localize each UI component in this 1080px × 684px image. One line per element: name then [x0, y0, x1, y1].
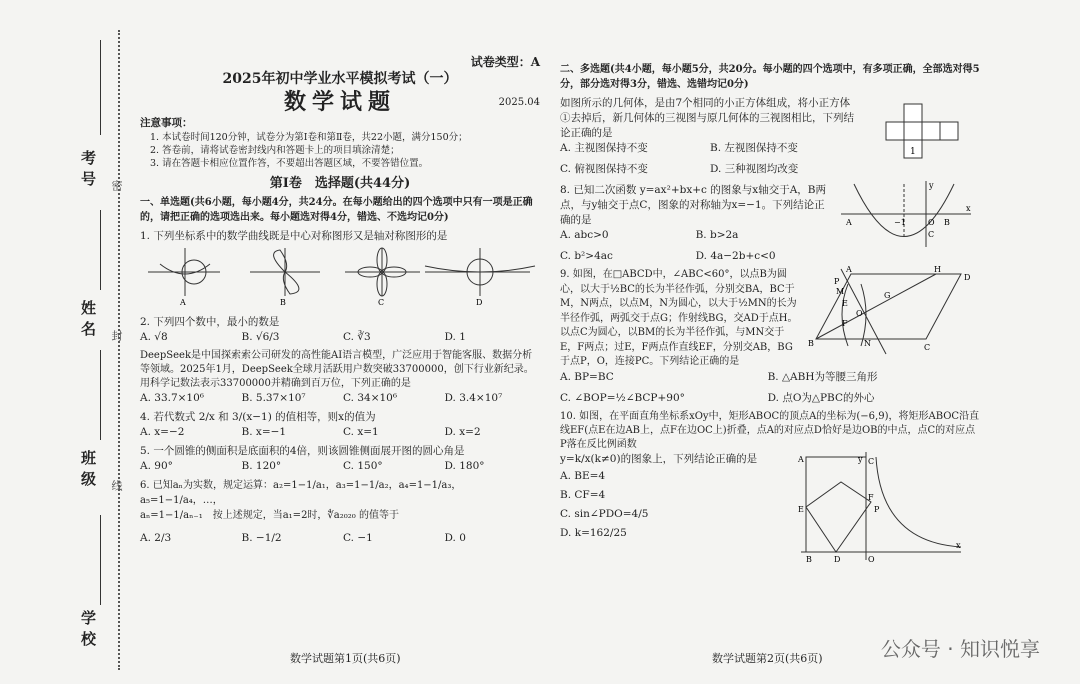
- q10-label-f: F: [868, 492, 874, 502]
- q9-label-b: B: [808, 339, 814, 348]
- option[interactable]: C. 150°: [343, 460, 383, 472]
- q10-label-c: C: [868, 456, 875, 466]
- notes-item-3: 3. 请在答题卡相应位置作答，不要超出答题区域，不要答错位置。: [150, 158, 429, 169]
- q8-label-o: O: [928, 218, 935, 227]
- q9-label-p: P: [834, 277, 840, 286]
- question-1-figures: [140, 244, 540, 306]
- option[interactable]: C. b²>4ac: [560, 250, 613, 262]
- part2-intro: 二、多选题(共4小题，每小题5分，共20分。每小题的四个选项中，有多项正确，全部选对得5分，部分选对得3分，错选、选错均记0分): [560, 64, 980, 90]
- question-2: 2. 下列四个数中，最小的数是: [140, 316, 280, 328]
- question-8: 8. 已知二次函数 y=ax²+bx+c 的图象与x轴交于A，B两点，与y轴交于点C，图象的对称轴为x=−1。下列结论正确的是: [560, 184, 826, 226]
- option[interactable]: C. 34×10⁶: [343, 392, 398, 404]
- class-line: [100, 350, 101, 440]
- q9-label-h: H: [934, 265, 941, 274]
- question-4-options: [140, 425, 540, 440]
- seal-mark-mi: 密: [110, 180, 123, 191]
- q10-label-d: D: [834, 554, 841, 562]
- option[interactable]: D. 1: [444, 331, 466, 343]
- seal-mark-feng: 封: [110, 330, 123, 341]
- option[interactable]: C. x=1: [343, 426, 379, 438]
- q10-label-x: x: [956, 540, 961, 550]
- question-9-options: [560, 370, 980, 406]
- q8-label-b: B: [944, 218, 950, 227]
- q9-label-n: N: [864, 339, 871, 348]
- option[interactable]: C. ∠BOP=½∠BCP+90°: [560, 391, 685, 404]
- option[interactable]: B. x=−1: [241, 426, 287, 438]
- question-7-figure: [866, 92, 966, 162]
- option[interactable]: A. abc>0: [560, 229, 609, 241]
- q10-label-y: y: [858, 454, 863, 464]
- q9-label-o: O: [856, 309, 863, 318]
- q9-label-c: C: [924, 343, 931, 352]
- q10-label-b: B: [806, 554, 812, 562]
- school-line: [100, 515, 101, 605]
- binding-strip: [0, 0, 130, 684]
- q9-label-a: A: [846, 265, 852, 274]
- q9-label-m: M: [836, 287, 845, 296]
- option[interactable]: A. x=−2: [140, 426, 185, 438]
- page-two-footer: 数学试题第2页(共6页): [712, 652, 823, 665]
- q9-label-f: F: [842, 319, 848, 328]
- seal-mark-xian: 线: [110, 480, 123, 491]
- q8-label-x: x: [966, 204, 971, 213]
- section1-title: 第Ⅰ卷 选择题(共44分): [269, 176, 411, 191]
- option[interactable]: C. ∛3: [343, 331, 371, 343]
- watermark: 公众号 · 知识悦享: [880, 637, 1040, 661]
- page-two-column: [560, 62, 980, 562]
- question-8-block: [560, 179, 980, 264]
- option[interactable]: D. 3.4×10⁷: [444, 392, 503, 404]
- q10-label-p: P: [874, 504, 880, 514]
- q8-label-a: A: [846, 218, 852, 227]
- q10-label-o: O: [868, 554, 875, 562]
- question-6-options: [140, 531, 540, 546]
- option[interactable]: C. −1: [343, 532, 373, 544]
- question-9-block: [560, 264, 980, 370]
- question-10-figure: [796, 452, 966, 562]
- question-6: 6. 已知aₙ为实数，规定运算：a₂=1−1/a₁，a₃=1−1/a₂，a₄=1−1/a₃，a₅=1−1/a₄，…，: [140, 480, 462, 506]
- question-9: 9. 如图，在□ABCD中，∠ABC<60°，以点B为圆心，以大于½BC的长为半径作弧，分别交BA，BC于M，N两点，以点M，N为圆心，以大于½MN的长为半径作弧，两弧交于点G；作射线BG，交AD于点H。以点C为圆心，以BM的长为半径作弧，与MN交于E，F两点；过E，F两点作直线EF，分别交AB，BG于点P，O，连接PC。下列结论正确的是: [560, 269, 798, 367]
- option[interactable]: A. BE=4: [560, 469, 606, 482]
- option[interactable]: A. 90°: [140, 460, 173, 472]
- part1-intro: 一、单选题(共6小题，每小题4分，共24分。在每小题给出的四个选项中只有一项是正确的，请把正确的选项选出来。每小题选对得4分，错选、不选均记0分): [140, 197, 533, 223]
- question-1-label-c: C: [378, 298, 385, 306]
- option[interactable]: B. 左视图保持不变: [710, 142, 798, 154]
- question-9-figure: [806, 264, 976, 359]
- option[interactable]: D. 4a−2b+c<0: [695, 250, 776, 262]
- option[interactable]: B. √6/3: [241, 331, 280, 343]
- option[interactable]: B. b>2a: [695, 229, 739, 241]
- exam-title: 2025年初中学业水平模拟考试（一）: [222, 71, 458, 87]
- option[interactable]: D. k=162/25: [560, 526, 627, 539]
- question-3-options: [140, 391, 540, 406]
- option[interactable]: D. 点O为△PBC的外心: [767, 391, 875, 404]
- q9-label-d: D: [964, 273, 971, 282]
- question-5: 5. 一个圆锥的侧面积是底面积的4倍，则该圆锥侧面展开图的圆心角是: [140, 445, 465, 457]
- q8-label-neg1: −1: [894, 218, 906, 227]
- q8-label-y: y: [929, 181, 934, 190]
- option[interactable]: B. 5.37×10⁷: [241, 392, 306, 404]
- notes-heading: 注意事项：: [140, 117, 193, 129]
- question-1-label-a: A: [180, 298, 186, 306]
- exam-date: 2025.04: [498, 97, 540, 108]
- page-one-footer: 数学试题第1页(共6页): [290, 652, 401, 665]
- option[interactable]: C. sin∠PDO=4/5: [560, 507, 649, 520]
- q10-label-a: A: [798, 454, 804, 464]
- option[interactable]: D. x=2: [444, 426, 481, 438]
- question-10-cont: y=k/x(k≠0)的图象上，下列结论正确的是: [560, 452, 758, 465]
- option[interactable]: A. 2/3: [140, 532, 172, 544]
- notes-item-2: 2. 答卷前，请将试卷密封线内和答题卡上的项目填涂清楚；: [150, 145, 400, 156]
- name-label: 姓名: [79, 300, 97, 342]
- option[interactable]: B. △ABH为等腰三角形: [767, 370, 878, 383]
- option[interactable]: C. 俯视图保持不变: [560, 163, 648, 175]
- exam-no-label: 考号: [79, 150, 97, 192]
- option[interactable]: D. 180°: [444, 460, 485, 472]
- option[interactable]: A. BP=BC: [560, 370, 614, 383]
- question-7-block: [560, 92, 980, 177]
- question-4: 4. 若代数式 2/x 和 3/(x−1) 的值相等，则x的值为: [140, 411, 376, 423]
- question-5-options: [140, 459, 540, 474]
- question-3: DeepSeek是中国探索索公司研发的高性能AI语言模型，广泛应用于智能客服、数据分析等领域。2025年1月，DeepSeek全球月活跃用户数突破33700000，创下行业新纪录。用科学记数法表示33700000并精确到百万位，下列正确的是: [140, 350, 534, 389]
- question-10-block: [560, 452, 980, 562]
- binding-dotted-line: [118, 30, 120, 670]
- option[interactable]: A. √8: [140, 331, 168, 343]
- q9-label-g: G: [884, 291, 891, 300]
- paper-type: 试卷类型：A: [470, 55, 540, 69]
- question-1-label-d: D: [476, 298, 483, 306]
- page-one-column: [140, 55, 540, 546]
- question-7: 如图所示的几何体，是由7个相同的小正方体组成，将小正方体①去掉后，新几何体的三视图与原几何体的三视图相比，下列结论正确的是: [560, 97, 854, 139]
- name-line: [100, 210, 101, 290]
- notes-item-1: 1. 本试卷时间120分钟，试卷分为第Ⅰ卷和第Ⅱ卷，共22小题，满分150分；: [150, 132, 468, 143]
- question-1-label-b: B: [280, 298, 286, 306]
- option[interactable]: D. 三种视图均改变: [710, 163, 799, 175]
- question-1: 1. 下列坐标系中的数学曲线既是中心对称图形又是轴对称图形的是: [140, 230, 448, 242]
- option[interactable]: B. 120°: [241, 460, 282, 472]
- option[interactable]: B. −1/2: [241, 532, 282, 544]
- class-label: 班级: [79, 450, 97, 492]
- option[interactable]: B. CF=4: [560, 488, 606, 501]
- q8-label-c: C: [928, 230, 935, 239]
- exam-no-line: [100, 40, 101, 135]
- subject-title: 数学试题: [283, 89, 396, 115]
- q9-label-e: E: [842, 299, 848, 308]
- question-6-cont: aₙ=1−1/aₙ₋₁ 按上述规定，当a₁=2时，∜a₂₀₂₀ 的值等于: [140, 510, 399, 521]
- question-2-options: [140, 330, 540, 345]
- cube-label: 1: [910, 147, 916, 157]
- option[interactable]: A. 33.7×10⁶: [140, 392, 205, 404]
- option[interactable]: D. 0: [444, 532, 466, 544]
- question-8-figure: [836, 179, 976, 249]
- question-10: 10. 如图，在平面直角坐标系xOy中，矩形ABOC的顶点A的坐标为(−6,9)，将矩形ABOC沿直线EF(点E在边AB上，点F在边OC上)折叠，点A的对应点D恰好是边OB的中点，点C的对应点P落在反比例函数: [560, 410, 980, 450]
- q10-label-e: E: [798, 504, 804, 514]
- school-label: 学校: [79, 610, 97, 652]
- option[interactable]: A. 主视图保持不变: [560, 142, 648, 154]
